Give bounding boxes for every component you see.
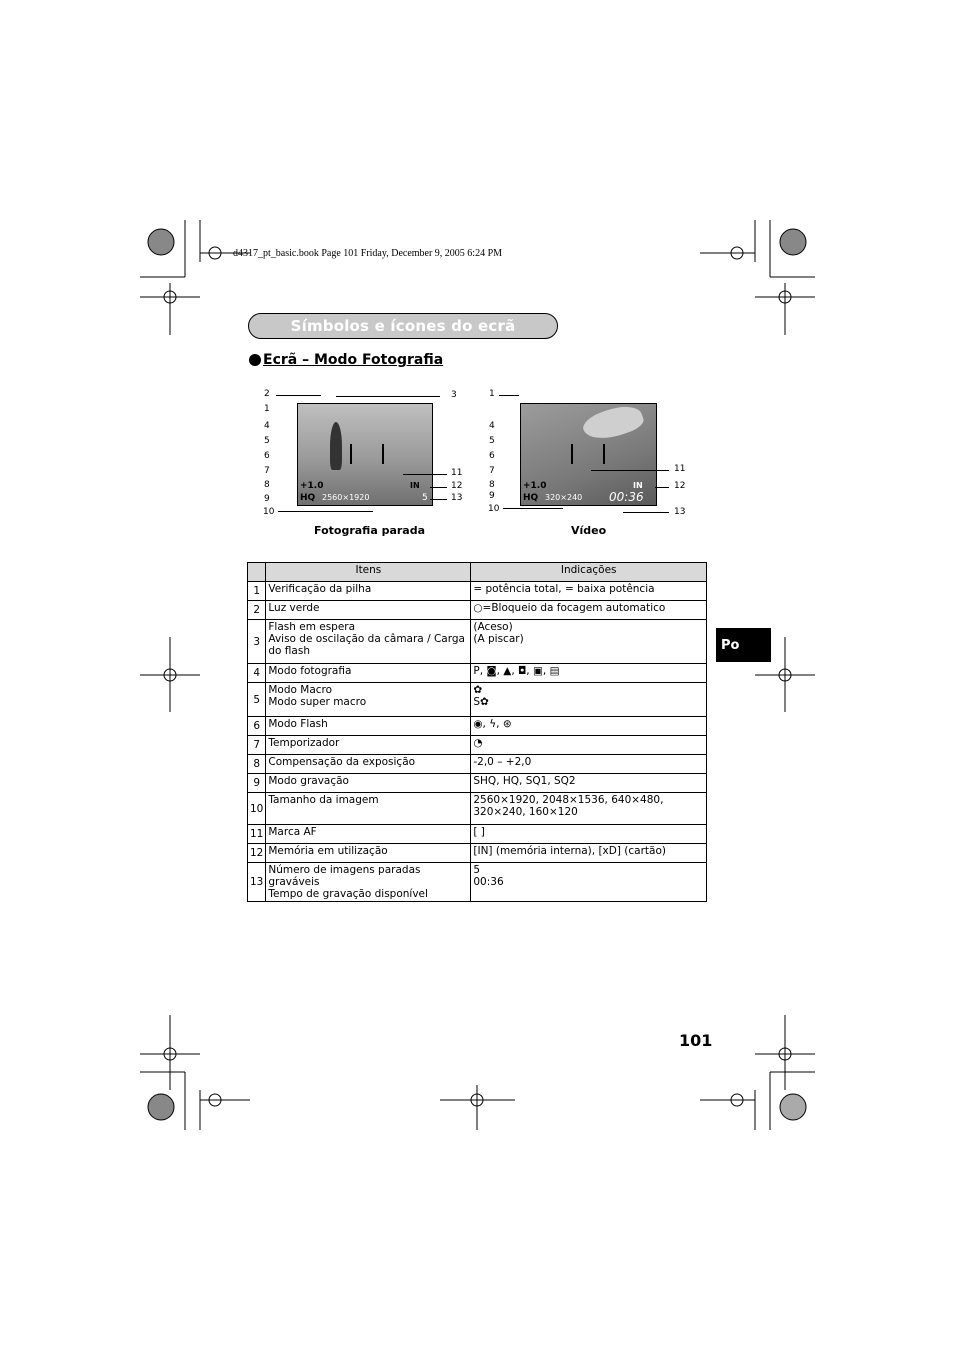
callout-3: 3 xyxy=(451,390,457,400)
row-item: Marca AF xyxy=(266,825,471,844)
image-size: 2560×1920 xyxy=(322,493,370,502)
record-mode: HQ xyxy=(523,493,539,503)
shot-count: 5 xyxy=(422,493,428,503)
memory-indicator: IN xyxy=(633,481,643,490)
table-row xyxy=(248,601,707,620)
callout-9: 9 xyxy=(489,491,495,501)
record-mode: HQ xyxy=(300,493,316,503)
row-number: 8 xyxy=(248,755,266,774)
row-item: Número de imagens paradas graváveis Tempo de gravação disponível xyxy=(266,863,471,902)
callout-5: 5 xyxy=(264,436,270,446)
callout-4: 4 xyxy=(264,421,270,431)
table-row xyxy=(248,717,707,736)
callout-7: 7 xyxy=(264,466,270,476)
table-row xyxy=(248,755,707,774)
row-number: 3 xyxy=(248,620,266,664)
callout-13: 13 xyxy=(451,493,463,503)
callout-10: 10 xyxy=(263,507,275,517)
table-row xyxy=(248,736,707,755)
symbols-table xyxy=(247,562,707,902)
image-size: 320×240 xyxy=(545,493,583,502)
table-row xyxy=(248,863,707,902)
callout-1: 1 xyxy=(489,389,495,399)
callout-11: 11 xyxy=(451,468,463,478)
table-row xyxy=(248,582,707,601)
callout-10: 10 xyxy=(488,504,500,514)
callout-13: 13 xyxy=(674,507,686,517)
header-items: Itens xyxy=(266,563,471,582)
row-number: 1 xyxy=(248,582,266,601)
table-row xyxy=(248,825,707,844)
callout-4: 4 xyxy=(489,421,495,431)
caption-video: Vídeo xyxy=(571,524,607,537)
row-item: Memória em utilização xyxy=(266,844,471,863)
table-row xyxy=(248,683,707,717)
row-number: 7 xyxy=(248,736,266,755)
row-item: Temporizador xyxy=(266,736,471,755)
print-meta-line: d4317_pt_basic.book Page 101 Friday, December 9, 2005 6:24 PM xyxy=(233,248,503,259)
row-number: 6 xyxy=(248,717,266,736)
photo-lcd-screen xyxy=(297,403,433,506)
row-indication: ◔ xyxy=(471,736,707,755)
section-title-bar xyxy=(248,313,558,339)
callout-11: 11 xyxy=(674,464,686,474)
row-indication: = potência total, = baixa potência xyxy=(471,582,707,601)
bullet-icon xyxy=(249,354,261,366)
row-item: Verificação da pilha xyxy=(266,582,471,601)
header-blank xyxy=(248,563,266,582)
bird-silhouette xyxy=(580,403,646,446)
row-indication: -2,0 – +2,0 xyxy=(471,755,707,774)
callout-12: 12 xyxy=(674,481,686,491)
exposure-value: +1.0 xyxy=(300,481,324,491)
row-item: Modo gravação xyxy=(266,774,471,793)
row-number: 4 xyxy=(248,664,266,683)
row-indication: SHQ, HQ, SQ1, SQ2 xyxy=(471,774,707,793)
row-item: Luz verde xyxy=(266,601,471,620)
page-number: 101 xyxy=(679,1031,713,1050)
row-indication: [ ] xyxy=(471,825,707,844)
table-row xyxy=(248,620,707,664)
af-mark-icon xyxy=(350,444,384,464)
subsection-title: Ecrã – Modo Fotografia xyxy=(263,352,444,368)
memory-indicator: IN xyxy=(410,481,420,490)
row-number: 9 xyxy=(248,774,266,793)
callout-1: 1 xyxy=(264,404,270,414)
tree-silhouette xyxy=(330,422,342,470)
callout-6: 6 xyxy=(489,451,495,461)
row-item: Flash em espera Aviso de oscilação da câmara / Carga do flash xyxy=(266,620,471,664)
callout-7: 7 xyxy=(489,466,495,476)
row-number: 11 xyxy=(248,825,266,844)
row-indication: ◉, ϟ, ⊛ xyxy=(471,717,707,736)
caption-photo: Fotografia parada xyxy=(314,524,426,537)
video-mode-diagram xyxy=(483,388,698,523)
exposure-value: +1.0 xyxy=(523,481,547,491)
row-item: Tamanho da imagem xyxy=(266,793,471,825)
callout-9: 9 xyxy=(264,494,270,504)
table-row xyxy=(248,664,707,683)
row-number: 12 xyxy=(248,844,266,863)
table-row xyxy=(248,793,707,825)
row-indication: P, ◙, ▲, ◘, ▣, ▤ xyxy=(471,664,707,683)
subsection-heading xyxy=(249,352,443,368)
video-lcd-screen xyxy=(520,403,657,506)
row-number: 5 xyxy=(248,683,266,717)
table-header-row xyxy=(248,563,707,582)
table-body xyxy=(248,582,707,902)
header-indications: Indicações xyxy=(471,563,707,582)
row-indication: (Aceso) (A piscar) xyxy=(471,620,707,664)
row-number: 10 xyxy=(248,793,266,825)
photo-mode-diagram xyxy=(258,388,468,523)
callout-8: 8 xyxy=(264,480,270,490)
row-item: Compensação da exposição xyxy=(266,755,471,774)
row-number: 13 xyxy=(248,863,266,902)
callout-8: 8 xyxy=(489,480,495,490)
callout-12: 12 xyxy=(451,481,463,491)
row-indication: 2560×1920, 2048×1536, 640×480, 320×240, 160×120 xyxy=(471,793,707,825)
row-indication: ○=Bloqueio da focagem automatico xyxy=(471,601,707,620)
row-number: 2 xyxy=(248,601,266,620)
row-indication: 5 00:36 xyxy=(471,863,707,902)
language-tab: Po xyxy=(716,628,771,662)
row-item: Modo fotografia xyxy=(266,664,471,683)
table-row xyxy=(248,774,707,793)
callout-6: 6 xyxy=(264,451,270,461)
table-row xyxy=(248,844,707,863)
callout-5: 5 xyxy=(489,436,495,446)
section-title: Símbolos e ícones do ecrã xyxy=(290,317,516,335)
row-item: Modo Macro Modo super macro xyxy=(266,683,471,717)
af-mark-icon xyxy=(571,444,605,464)
row-indication: ✿ S✿ xyxy=(471,683,707,717)
row-indication: [IN] (memória interna), [xD] (cartão) xyxy=(471,844,707,863)
callout-2: 2 xyxy=(264,389,270,399)
row-item: Modo Flash xyxy=(266,717,471,736)
record-time: 00:36 xyxy=(609,490,644,504)
